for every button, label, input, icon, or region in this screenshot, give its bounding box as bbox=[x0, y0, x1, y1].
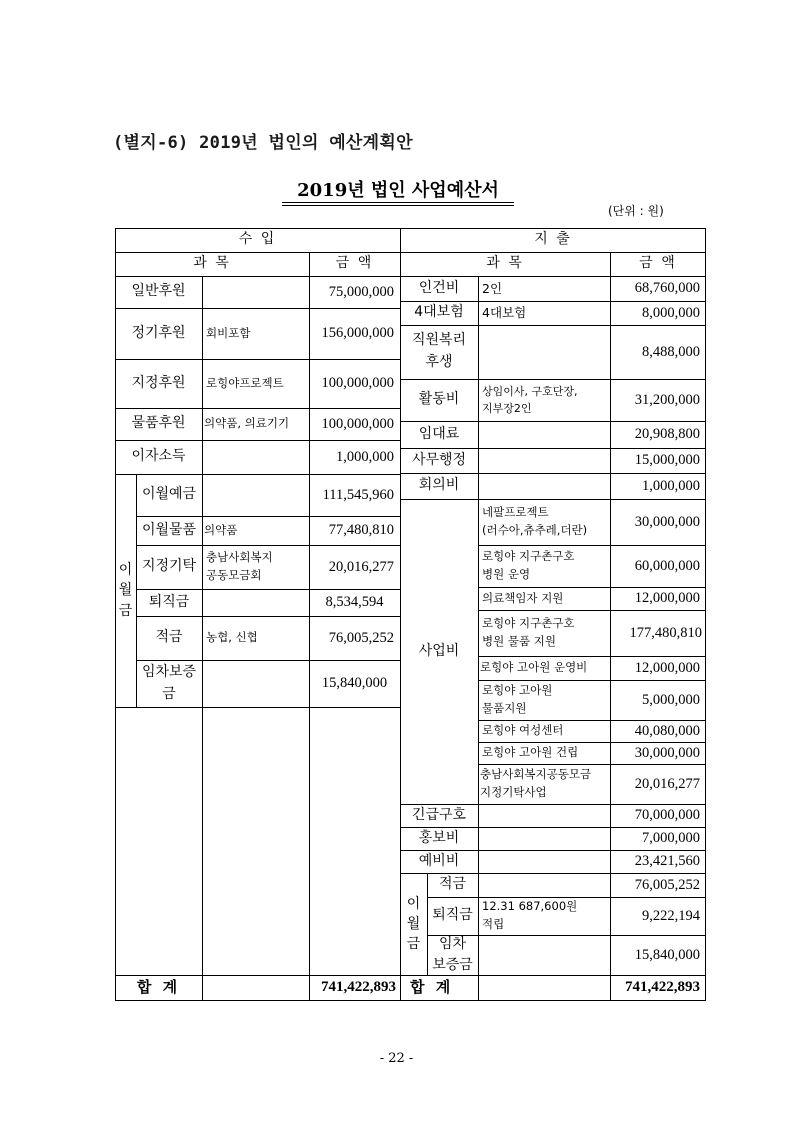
income-item-note: 회비포함 bbox=[206, 325, 251, 340]
business-item-amount: 177,480,810 bbox=[629, 624, 702, 641]
income-carryover-name: 적금 bbox=[155, 629, 183, 646]
business-item-amount: 30,000,000 bbox=[634, 744, 700, 761]
expense-carryover-name: 임차 보증금 bbox=[432, 936, 473, 973]
expense-carryover-name: 적금 bbox=[438, 876, 467, 893]
expense-item-note bbox=[478, 325, 610, 379]
expense-item-note: 상임이사, 구호단장, 지부장2인 bbox=[482, 384, 578, 415]
income-subject-header: 과 목 bbox=[193, 255, 231, 272]
income-carryover-name: 이월물품 bbox=[141, 521, 197, 538]
business-item-amount: 12,000,000 bbox=[634, 590, 700, 607]
expense-carryover-note: 12.31 687,600원 적립 bbox=[482, 899, 578, 931]
income-carryover-note: 농협, 신협 bbox=[206, 630, 258, 645]
business-item-note: 로힝야 고아원 건립 bbox=[482, 745, 579, 760]
expense-item-name: 긴급구호 bbox=[411, 806, 467, 823]
unit-label: (단위 : 원) bbox=[608, 204, 664, 218]
income-item-name: 이자소득 bbox=[131, 448, 186, 465]
business-item-amount: 12,000,000 bbox=[634, 659, 700, 676]
expense-item-amount: 8,488,000 bbox=[642, 343, 700, 360]
expense-item-note: 4대보험 bbox=[482, 305, 527, 321]
income-item-amount: 1,000,000 bbox=[336, 448, 394, 465]
expense-carryover-name: 퇴직금 bbox=[432, 907, 473, 924]
expense-item-amount: 1,000,000 bbox=[642, 477, 700, 494]
expense-carryover-amount: 9,222,194 bbox=[642, 907, 700, 924]
business-item-note: 로힝야 지구촌구호 병원 운영 bbox=[482, 549, 575, 581]
expense-item-name: 사무행정 bbox=[411, 451, 467, 468]
expense-item-name: 인건비 bbox=[418, 279, 460, 296]
document-heading: (별지-6) 2019년 법인의 예산계획안 bbox=[113, 133, 413, 153]
income-item-amount: 156,000,000 bbox=[321, 325, 394, 342]
business-item-note: 의료책임자 지원 bbox=[482, 590, 564, 605]
expense-item-name: 활동비 bbox=[418, 391, 460, 408]
expense-subject-header: 과 목 bbox=[486, 255, 524, 272]
income-carryover-note: 충남사회복지 공동모금회 bbox=[206, 550, 273, 582]
income-item-note: 의약품, 의료기기 bbox=[204, 416, 290, 431]
income-item-note: 로힝야프로젝트 bbox=[206, 375, 284, 390]
income-amount-header: 금 액 bbox=[335, 255, 374, 272]
income-carryover-note bbox=[202, 660, 309, 707]
income-item-note bbox=[202, 276, 309, 308]
expense-item-amount: 23,421,560 bbox=[634, 853, 700, 870]
business-item-amount: 40,080,000 bbox=[634, 722, 700, 739]
expense-item-amount: 70,000,000 bbox=[634, 807, 700, 824]
income-carryover-note bbox=[202, 474, 309, 516]
budget-title: 2019년 법인 사업예산서 bbox=[297, 180, 499, 201]
expense-total-amount: 741,422,893 bbox=[625, 979, 700, 996]
business-item-note: 충남사회복지공동모금 지정기탁사업 bbox=[480, 767, 592, 799]
business-item-note: 로힝야 고아원 물품지원 bbox=[482, 683, 553, 715]
income-carryover-amount: 76,005,252 bbox=[328, 629, 394, 646]
income-item-name: 지정후원 bbox=[131, 374, 186, 391]
income-header: 수 입 bbox=[238, 231, 277, 248]
expense-item-amount: 15,000,000 bbox=[634, 452, 700, 469]
expense-item-note bbox=[478, 804, 610, 827]
income-carryover-amount: 111,545,960 bbox=[322, 486, 394, 503]
income-carryover-name: 퇴직금 bbox=[148, 593, 190, 610]
expense-item-amount: 8,000,000 bbox=[642, 304, 700, 321]
expense-item-name: 예비비 bbox=[418, 852, 460, 869]
business-item-amount: 30,000,000 bbox=[634, 513, 700, 530]
expense-item-name: 임대료 bbox=[418, 425, 460, 442]
page-number: - 22 - bbox=[379, 1051, 414, 1066]
income-carryover-amount: 20,016,277 bbox=[328, 558, 394, 575]
expense-business-label: 사업비 bbox=[418, 642, 460, 659]
expense-carryover-label: 이 월 금 bbox=[406, 895, 421, 953]
expense-item-note bbox=[478, 827, 610, 850]
income-total-label: 합 계 bbox=[136, 978, 181, 997]
income-carryover-amount: 8,534,594 bbox=[325, 594, 384, 611]
income-item-amount: 100,000,000 bbox=[321, 415, 394, 432]
income-carryover-name: 지정기탁 bbox=[141, 558, 197, 575]
income-carryover-amount: 77,480,810 bbox=[328, 522, 394, 539]
expense-item-name: 4대보험 bbox=[414, 304, 464, 321]
income-carryover-note: 의약품 bbox=[204, 522, 238, 537]
income-carryover-label: 이 월 금 bbox=[118, 562, 133, 619]
expense-carryover-amount: 76,005,252 bbox=[634, 876, 700, 893]
expense-header: 지 출 bbox=[534, 231, 572, 248]
expense-item-note: 2인 bbox=[482, 280, 503, 296]
business-item-amount: 60,000,000 bbox=[634, 557, 700, 574]
expense-item-note bbox=[478, 473, 610, 499]
expense-item-note bbox=[478, 850, 610, 873]
expense-item-name: 회의비 bbox=[418, 477, 460, 494]
income-carryover-amount: 15,840,000 bbox=[321, 675, 388, 692]
expense-item-amount: 31,200,000 bbox=[634, 391, 700, 408]
business-item-note: 네팔프로젝트 (러수아,츄추레,더란) bbox=[482, 505, 588, 537]
income-item-amount: 100,000,000 bbox=[321, 375, 394, 392]
expense-item-note bbox=[478, 421, 610, 448]
income-item-name: 물품후원 bbox=[131, 415, 186, 432]
expense-item-amount: 7,000,000 bbox=[642, 830, 700, 847]
income-item-note bbox=[202, 440, 309, 474]
expense-item-name: 직원복리 후생 bbox=[411, 332, 467, 370]
expense-item-note bbox=[478, 448, 610, 473]
expense-item-name: 홍보비 bbox=[418, 829, 460, 846]
expense-carryover-note bbox=[478, 935, 610, 975]
business-item-note: 로힝야 지구촌구호 병원 물품 지원 bbox=[482, 616, 575, 648]
business-item-amount: 20,016,277 bbox=[634, 775, 700, 792]
expense-carryover-amount: 15,840,000 bbox=[634, 946, 700, 963]
business-item-amount: 5,000,000 bbox=[642, 691, 700, 708]
expense-item-amount: 68,760,000 bbox=[634, 280, 700, 297]
income-item-name: 일반후원 bbox=[131, 283, 186, 300]
expense-total-label: 합 계 bbox=[410, 978, 454, 997]
income-item-amount: 75,000,000 bbox=[328, 283, 394, 300]
income-carryover-note bbox=[202, 589, 309, 616]
expense-item-amount: 20,908,800 bbox=[634, 426, 700, 443]
income-carryover-name: 이월예금 bbox=[141, 486, 197, 503]
business-item-note: 로힝야 여성센터 bbox=[482, 723, 564, 738]
expense-amount-header: 금 액 bbox=[639, 255, 677, 272]
income-item-name: 정기후원 bbox=[131, 324, 186, 341]
income-carryover-name: 임차보증 금 bbox=[141, 663, 197, 702]
business-item-note: 로힝야 고아원 운영비 bbox=[480, 660, 588, 675]
income-total-amount: 741,422,893 bbox=[321, 979, 396, 996]
expense-carryover-note bbox=[478, 873, 610, 897]
